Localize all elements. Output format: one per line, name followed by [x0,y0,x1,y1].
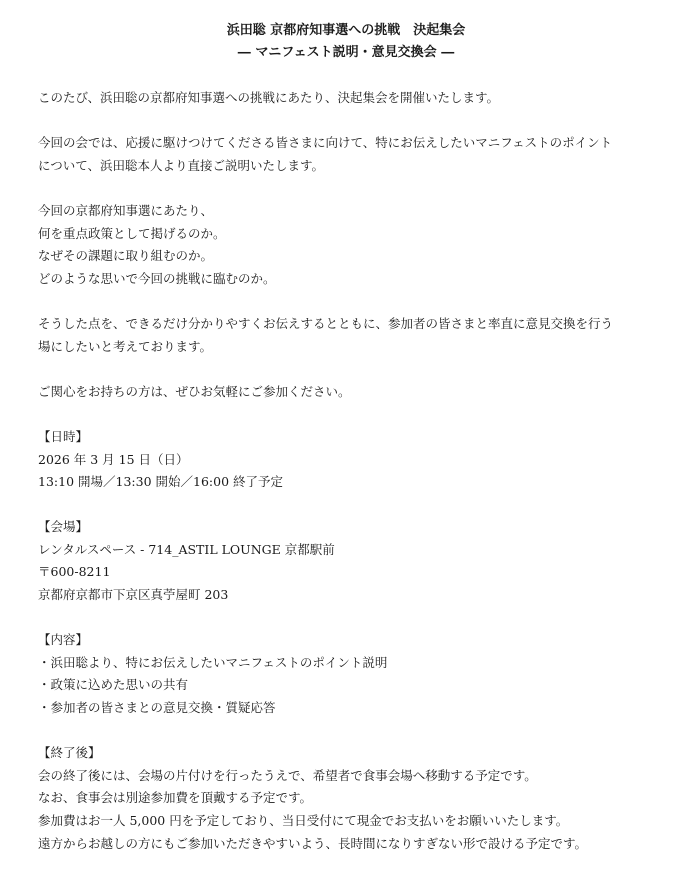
paragraph [38,426,658,494]
text-line: 【会場】 [38,519,89,535]
text-line: 参加費はお一人 5,000 円を予定しており、当日受付にて現金でお支払いをお願いいたします。 [38,813,569,828]
text-line: について、浜田聡本人より直接ご説明いたします。 [38,157,325,173]
text-line: なぜその課題に取り組むのか。 [38,248,214,264]
document-body [38,87,658,855]
text-line: 今回の会では、応援に駆けつけてくださる皆さまに向けて、特にお伝えしたいマニフェストのポイント [38,135,613,151]
text-line: ・参加者の皆さまとの意見交換・質疑応答 [38,700,276,716]
paragraph [38,132,658,177]
text-line: 場にしたいと考えております。 [38,338,213,354]
text-line: ご関心をお持ちの方は、ぜひお気軽にご参加ください。 [38,383,351,399]
paragraph [38,629,658,719]
text-line: そうした点を、できるだけ分かりやすくお伝えするとともに、参加者の皆さまと率直に意見交換を行う [38,315,614,331]
text-line: 何を重点政策として掲げるのか。 [38,225,226,241]
text-line: 遠方からお越しの方にもご参加いただきやすいよう、長時間になりすぎない形で設ける予定です。 [38,835,588,851]
text-line: なお、食事会は別途参加費を頂戴する予定です。 [38,790,313,806]
text-line: 【内容】 [38,632,89,648]
paragraph [38,87,658,110]
paragraph [38,381,658,404]
text-line: レンタルスペース - 714_ASTIL LOUNGE 京都駅前 [38,541,335,557]
text-line: 京都府京都市下京区真苧屋町 203 [38,587,229,603]
title-subtitle: ― マニフェスト説明・意見交換会 ― [237,45,455,60]
text-line: 今回の京都府知事選にあたり、 [38,202,214,218]
paragraph [38,516,658,606]
document-title [0,20,692,64]
text-line: 【日時】 [38,428,89,444]
text-line: ・政策に込めた思いの共有 [38,677,189,693]
text-line: ・浜田聡より、特にお伝えしたいマニフェストのポイント説明 [38,654,388,670]
text-line: 〒600-8211 [38,564,111,580]
title-main: 浜田聡 京都府知事選への挑戦 決起集会 [226,23,466,38]
paragraph [38,742,658,855]
text-line: 【終了後】 [38,745,101,761]
text-line: 2026 年 3 月 15 日（日） [38,451,189,467]
text-line: 会の終了後には、会場の片付けを行ったうえで、希望者で食事会場へ移動する予定です。 [38,767,537,783]
paragraph [38,313,658,358]
text-line: 13:10 開場／13:30 開始／16:00 終了予定 [38,474,283,490]
text-line: このたび、浜田聡の京都府知事選への挑戦にあたり、決起集会を開催いたします。 [38,90,500,105]
paragraph [38,200,658,290]
text-line: どのような思いで今回の挑戦に臨むのか。 [38,270,276,286]
